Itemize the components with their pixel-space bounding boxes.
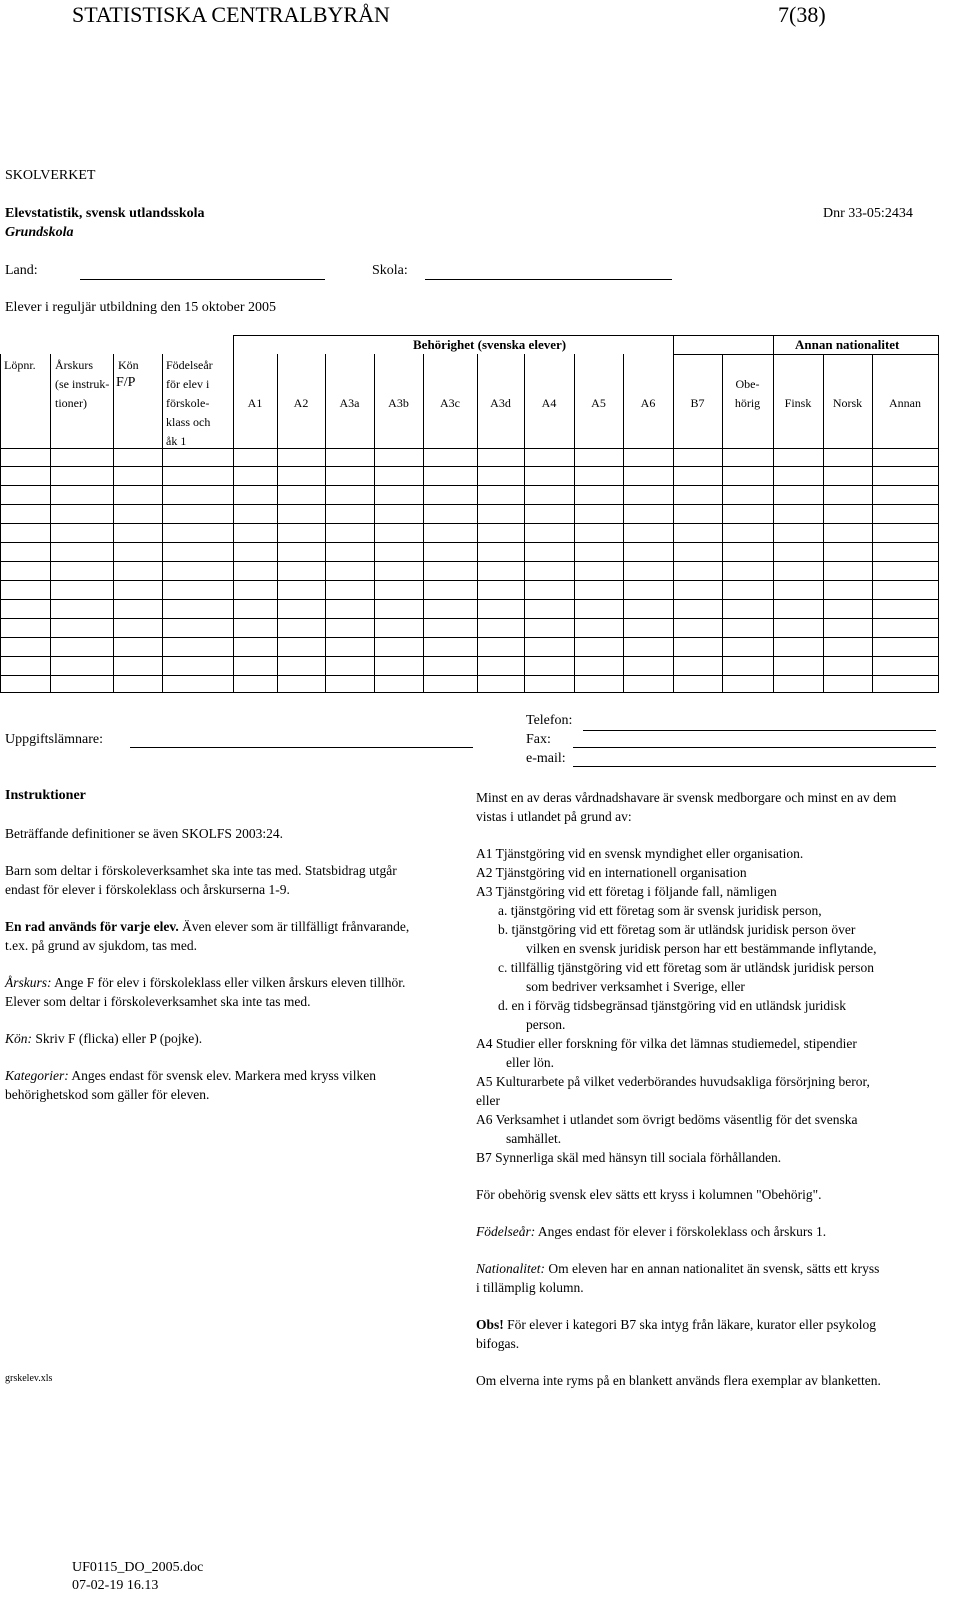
right-obehorig: För obehörig svensk elev sätts ett kryss i kolumnen "Obehörig". xyxy=(476,1187,822,1202)
student-table xyxy=(0,0,960,720)
col-nat-finsk: Finsk xyxy=(784,396,812,410)
col-lopnr: Löpnr. xyxy=(4,358,36,372)
right-extra: Om elverna inte ryms på en blankett används flera exemplar av blanketten. xyxy=(476,1373,881,1388)
doc-date: 07-02-19 16.13 xyxy=(72,1578,159,1593)
land-label: Land: xyxy=(5,263,38,278)
instructions-left xyxy=(5,824,409,1104)
col-code-a4: A4 xyxy=(541,396,557,410)
col-code-a6: A6 xyxy=(640,396,656,410)
org-name: STATISTISKA CENTRALBYRÅN xyxy=(72,2,390,27)
right-obs-label: Obs! xyxy=(476,1317,504,1332)
col-code-b7: B7 xyxy=(690,396,705,410)
col-obehorig-1: Obe- xyxy=(735,377,760,391)
right-a5a: A5 Kulturarbete på vilket vederbörandes huvudsakliga försörjning beror, xyxy=(476,1074,870,1089)
fax-label: Fax: xyxy=(526,732,551,747)
reference-date: Elever i reguljär utbildning den 15 oktober 2005 xyxy=(5,300,276,315)
right-a4b: eller lön. xyxy=(506,1055,554,1070)
instr-kat-b: behörighetskod som gäller för eleven. xyxy=(5,1087,210,1102)
right-b7: B7 Synnerliga skäl med hänsyn till sociala förhållanden. xyxy=(476,1150,782,1165)
doc-name: UF0115_DO_2005.doc xyxy=(72,1560,204,1575)
instr-kon-text: Skriv F (flicka) eller P (pojke). xyxy=(32,1031,203,1046)
group-nationalitet: Annan nationalitet xyxy=(795,337,900,352)
form-subtitle: Grundskola xyxy=(5,225,74,240)
right-a3b1: b. tjänstgöring vid ett företag som är utländsk juridisk person över xyxy=(498,922,856,937)
instr-kon-label: Kön: xyxy=(5,1031,32,1046)
page-number: 7(38) xyxy=(778,2,826,27)
instr-p2a: Barn som deltar i förskoleverksamhet ska inte tas med. Statsbidrag utgår xyxy=(5,863,397,878)
col-code-a3d: A3d xyxy=(490,396,511,410)
col-fodelsear-3: förskole- xyxy=(166,396,210,410)
right-a2: A2 Tjänstgöring vid en internationell organisation xyxy=(476,865,747,880)
instr-arskurs-label: Årskurs: xyxy=(5,975,52,990)
col-code-a3b: A3b xyxy=(388,396,409,410)
instr-p2b: endast för elever i förskoleklass och årskurserna 1-9. xyxy=(5,882,290,897)
right-nationalitet-label: Nationalitet: xyxy=(476,1261,545,1276)
col-obehorig-2: hörig xyxy=(734,396,761,410)
right-fodelsear xyxy=(476,1222,896,1241)
instr-kat xyxy=(5,1066,409,1085)
right-a3a: a. tjänstgöring vid ett företag som är svensk juridisk person, xyxy=(498,903,822,918)
instr-kon xyxy=(5,1029,409,1048)
col-arskurs-1: Årskurs xyxy=(55,358,93,372)
right-a3c1: c. tillfällig tjänstgöring vid ett företag som är utländsk juridisk person xyxy=(498,960,875,975)
right-a6b: samhället. xyxy=(506,1131,562,1146)
right-a3c2: som bedriver verksamhet i Sverige, eller xyxy=(526,979,745,994)
right-a5b: eller xyxy=(476,1093,500,1108)
uppgiftslamnare-label: Uppgiftslämnare: xyxy=(5,732,103,747)
group-behorighet: Behörighet (svenska elever) xyxy=(413,337,567,352)
col-code-a3c: A3c xyxy=(440,396,460,410)
col-kon-1: Kön xyxy=(118,358,139,372)
right-intro-a: Minst en av deras vårdnadshavare är svensk medborgare och minst en av dem xyxy=(476,790,897,805)
col-nat-norsk: Norsk xyxy=(832,396,863,410)
col-fodelsear-4: klass och xyxy=(166,415,211,429)
col-fodelsear-5: åk 1 xyxy=(166,434,187,448)
right-fodelsear-text: Anges endast för elever i förskoleklass och årskurs 1. xyxy=(535,1224,827,1239)
col-code-a1: A1 xyxy=(247,396,263,410)
right-a3: A3 Tjänstgöring vid ett företag i följande fall, nämligen xyxy=(476,884,777,899)
right-nationalitet xyxy=(476,1259,896,1278)
dnr: Dnr 33-05:2434 xyxy=(823,206,913,221)
file-name: grskelev.xls xyxy=(5,1373,53,1384)
fax-field[interactable] xyxy=(573,747,936,748)
right-a3d1: d. en i förväg tidsbegränsad tjänstgöring vid en utländsk juridisk xyxy=(498,998,846,1013)
email-label: e-mail: xyxy=(526,751,566,766)
right-a3b2: vilken en svensk juridisk person har ett bestämmande inflytande, xyxy=(526,941,877,956)
col-fodelsear-2: för elev i xyxy=(166,377,210,391)
right-a6a: A6 Verksamhet i utlandet som övrigt bedöms väsentlig för det svenska xyxy=(476,1112,858,1127)
instr-arskurs xyxy=(5,973,409,992)
right-obs-a: För elever i kategori B7 ska intyg från läkare, kurator eller psykolog xyxy=(503,1317,877,1332)
right-nationalitet-a: Om eleven har en annan nationalitet än svensk, sätts ett kryss xyxy=(545,1261,880,1276)
instructions-right xyxy=(476,788,896,1390)
form-title: Elevstatistik, svensk utlandsskola xyxy=(5,206,205,221)
instr-p3a: Även elever som är tillfälligt frånvarande, xyxy=(178,919,410,934)
uppgiftslamnare-field[interactable] xyxy=(130,747,473,748)
right-a4a: A4 Studier eller forskning för vilka det lämnas studiemedel, stipendier xyxy=(476,1036,857,1051)
right-nationalitet-b: i tillämplig kolumn. xyxy=(476,1280,584,1295)
agency-name: SKOLVERKET xyxy=(5,168,96,183)
instr-kat-label: Kategorier: xyxy=(5,1068,69,1083)
col-code-a2: A2 xyxy=(293,396,309,410)
email-field[interactable] xyxy=(573,766,936,767)
instr-p3b: t.ex. på grund av sjukdom, tas med. xyxy=(5,938,197,953)
col-nat-annan: Annan xyxy=(889,396,921,410)
instructions-heading: Instruktioner xyxy=(5,788,86,803)
right-obs xyxy=(476,1315,896,1334)
instr-arskurs-a: Ange F för elev i förskoleklass eller vilken årskurs eleven tillhör. xyxy=(51,975,406,990)
instr-p3 xyxy=(5,917,409,936)
col-fodelsear-1: Födelseår xyxy=(166,358,213,372)
instr-kat-a: Anges endast för svensk elev. Markera med kryss vilken xyxy=(68,1068,377,1083)
instr-arskurs-b: Elever som deltar i förskoleverksamhet ska inte tas med. xyxy=(5,994,311,1009)
col-code-a5: A5 xyxy=(591,396,606,410)
right-a1: A1 Tjänstgöring vid en svensk myndighet eller organisation. xyxy=(476,846,804,861)
col-code-a3a: A3a xyxy=(339,396,360,410)
right-obs-b: bifogas. xyxy=(476,1336,520,1351)
telefon-label: Telefon: xyxy=(526,713,573,728)
col-kon-2: F/P xyxy=(116,375,136,390)
instr-p1: Beträffande definitioner se även SKOLFS 2003:24. xyxy=(5,826,283,841)
right-intro-b: vistas i utlandet på grund av: xyxy=(476,809,632,824)
right-fodelsear-label: Födelseår: xyxy=(476,1224,536,1239)
col-arskurs-2: (se instruk- xyxy=(55,377,110,391)
skola-label: Skola: xyxy=(372,263,408,278)
telefon-field[interactable] xyxy=(583,730,936,731)
right-a3d2: person. xyxy=(526,1017,566,1032)
instr-p3-bold: En rad används för varje elev. xyxy=(5,919,179,934)
col-arskurs-3: tioner) xyxy=(55,396,87,410)
